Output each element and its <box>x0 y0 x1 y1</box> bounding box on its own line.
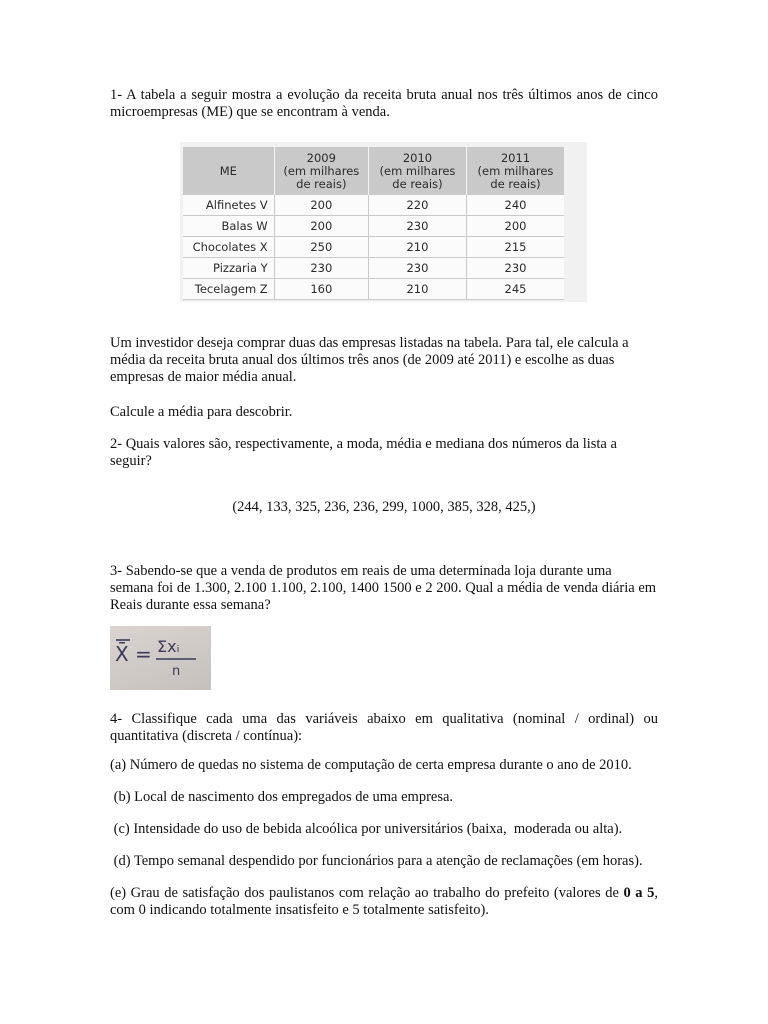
table-cell-company: Pizzaria Y <box>183 258 274 279</box>
table-cell: 215 <box>466 237 564 258</box>
table-cell: 230 <box>466 258 564 279</box>
table-cell-company: Alfinetes V <box>183 195 274 216</box>
table-cell-company: Tecelagem Z <box>183 279 274 300</box>
q4-item-d: (d) Tempo semanal despendido por funcionários para a atenção de reclamações (em horas). <box>110 853 643 869</box>
header-2010: 2010 (em milhares de reais) <box>368 147 466 195</box>
table-cell: 230 <box>368 216 466 237</box>
q2-question: 2- Quais valores são, respectivamente, a moda, média e mediana dos números da lista a seguir? <box>110 436 617 469</box>
table-cell-company: Balas W <box>183 216 274 237</box>
header-me: ME <box>183 147 274 195</box>
table-row <box>183 216 564 237</box>
mean-formula <box>110 626 211 690</box>
table-cell: 210 <box>368 237 466 258</box>
q4-item-c: (c) Intensidade do uso de bebida alcoólica por universitários (baixa, moderada ou alta). <box>110 821 623 837</box>
header-2011: 2011 (em milhares de reais) <box>466 147 564 195</box>
formula-numerator: Σxᵢ <box>157 637 180 656</box>
formula-denominator: n <box>172 664 181 679</box>
table-cell-company: Chocolates X <box>183 237 274 258</box>
table-header-row <box>183 147 564 195</box>
table-cell: 200 <box>466 216 564 237</box>
table-cell: 230 <box>274 258 368 279</box>
q1-instruction: Calcule a média para descobrir. <box>110 404 293 420</box>
mean-formula-image <box>110 626 211 690</box>
table-cell: 160 <box>274 279 368 300</box>
table-row <box>183 237 564 258</box>
table-cell: 200 <box>274 195 368 216</box>
q4-item-e-range: 0 a 5 <box>623 885 655 901</box>
table-cell: 210 <box>368 279 466 300</box>
q4-item-e: (e) Grau de satisfação dos paulistanos com relação ao trabalho do prefeito (valores de 0 a 5, com 0 indicando totalmente insatisfeito e 5 totalmente satisfeito). <box>110 885 659 918</box>
q4-question: 4- Classifique cada uma das variáveis abaixo em qualitativa (nominal / ordinal) ou quantitativa (discreta / contínua): <box>110 711 658 744</box>
header-2009: 2009 (em milhares de reais) <box>274 147 368 195</box>
revenue-table-image <box>180 142 587 302</box>
table-cell: 250 <box>274 237 368 258</box>
table-cell: 220 <box>368 195 466 216</box>
revenue-table <box>183 147 564 300</box>
formula-lhs: X̄ = <box>115 642 152 666</box>
q2-number-list: (244, 133, 325, 236, 236, 299, 1000, 385, 328, 425,) <box>232 499 536 515</box>
q4-item-a: (a) Número de quedas no sistema de computação de certa empresa durante o ano de 2010. <box>110 757 632 773</box>
table-cell: 230 <box>368 258 466 279</box>
table-cell: 245 <box>466 279 564 300</box>
q1-paragraph: Um investidor deseja comprar duas das empresas listadas na tabela. Para tal, ele calcula a média da receita bruta anual dos últimos três anos (de 2009 até 2011) e escolhe as duas empresas de maior média anual. <box>110 335 629 385</box>
q1-intro: 1- A tabela a seguir mostra a evolução da receita bruta anual nos três últimos anos de cinco microempresas (ME) que se encontram à venda. <box>110 87 658 120</box>
table-cell: 240 <box>466 195 564 216</box>
q3-question: 3- Sabendo-se que a venda de produtos em reais de uma determinada loja durante uma semana foi de 1.300, 2.100 1.100, 2.100, 1400 1500 e 2 200. Qual a média de venda diária em Reais durante essa semana? <box>110 563 657 613</box>
table-row <box>183 258 564 279</box>
table-row <box>183 279 564 300</box>
table-cell: 200 <box>274 216 368 237</box>
table-row <box>183 195 564 216</box>
q4-item-b: (b) Local de nascimento dos empregados de uma empresa. <box>110 789 454 805</box>
